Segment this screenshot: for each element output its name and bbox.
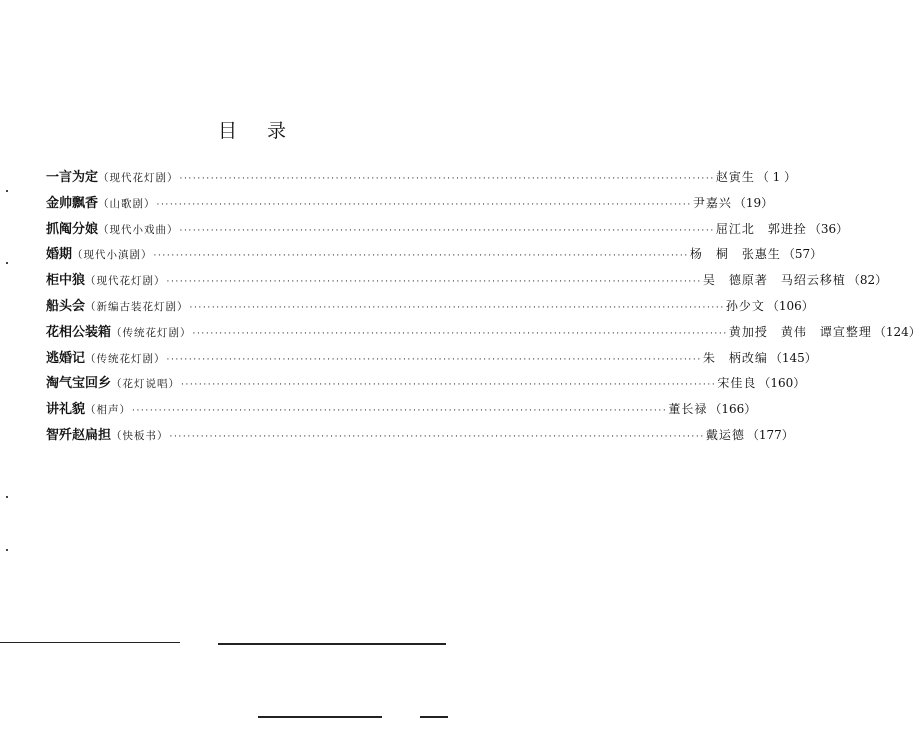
entry-title: 船头会 (46, 298, 86, 314)
entry-genre: （现代花灯剧） (98, 172, 179, 184)
dot-leader: ························································································································ (156, 199, 692, 210)
entry-page: （177） (746, 427, 794, 442)
entry-page: （57） (782, 247, 823, 262)
entry-genre: （现代花灯剧） (85, 275, 166, 288)
entry-page: （160） (758, 376, 806, 391)
entry-page: （19） (733, 195, 774, 210)
page-title: 目录 (217, 120, 316, 142)
entry-title: 智歼赵扁担 (46, 427, 112, 443)
dot-leader: ························································································································ (153, 251, 689, 262)
entry-genre: （传统花灯剧） (111, 326, 192, 339)
entry-title: 逃婚记 (46, 350, 86, 366)
entry-author: 赵寅生 (715, 170, 755, 184)
entry-genre: （新编古装花灯剧） (85, 300, 189, 313)
scan-speck (6, 549, 8, 551)
entry-genre: （现代小滇剧） (72, 249, 153, 262)
dot-leader: ························································································································ (166, 354, 702, 365)
entry-author: 吴 德原著 马绍云移植 (702, 273, 846, 288)
toc-entry (46, 347, 817, 373)
toc-entry (46, 321, 921, 347)
entry-page: （82） (847, 273, 888, 288)
entry-genre: （现代小戏曲） (98, 223, 179, 236)
entry-title: 柜中狼 (46, 273, 86, 289)
table-of-contents (46, 166, 921, 450)
entry-title: 讲礼貌 (46, 402, 86, 418)
toc-entry (46, 192, 774, 218)
dot-leader: ························································································································ (166, 277, 702, 288)
dot-leader: ························································································································ (189, 302, 725, 313)
entry-title: 花相公装箱 (46, 324, 112, 340)
toc-entry (46, 166, 797, 192)
dot-leader: ························································································································ (132, 406, 668, 417)
divider-line (420, 716, 448, 718)
entry-title: 婚期 (46, 247, 73, 263)
entry-page: （145） (769, 350, 817, 365)
entry-title: 抓阄分娘 (46, 221, 99, 237)
scan-speck (6, 190, 8, 192)
entry-genre: （快板书） (111, 429, 169, 442)
entry-page: （106） (766, 298, 814, 313)
entry-genre: （传统花灯剧） (85, 352, 166, 365)
entry-author: 朱 柄改编 (702, 350, 768, 365)
entry-page: （ 1 ） (756, 170, 797, 184)
divider-line (258, 716, 382, 718)
entry-author: 宋佳良 (717, 376, 757, 391)
toc-entry (46, 243, 823, 269)
entry-author: 屈江北 郭进拴 (715, 221, 807, 236)
entry-author: 戴运德 (705, 427, 745, 442)
dot-leader: ························································································································ (179, 225, 715, 236)
dot-leader: ························································································································ (181, 380, 717, 391)
entry-author: 董长禄 (668, 402, 708, 417)
entry-author: 尹嘉兴 (692, 195, 732, 210)
dot-leader: ························································································································ (169, 431, 705, 442)
entry-genre: （花灯说唱） (111, 378, 181, 391)
toc-entry (46, 424, 794, 450)
entry-title: 淘气宝回乡 (46, 376, 112, 392)
entry-genre: （相声） (85, 404, 132, 417)
entry-author: 杨 桐 张惠生 (689, 247, 781, 262)
divider-line (218, 643, 446, 645)
entry-page: （166） (709, 402, 757, 417)
toc-entry (46, 295, 814, 321)
toc-entry (46, 372, 806, 398)
divider-line (0, 642, 180, 643)
entry-page: （124） (873, 324, 921, 339)
entry-author: 孙少文 (725, 298, 765, 313)
toc-entry (46, 398, 757, 424)
entry-author: 黄加授 黄伟 谭宣整理 (728, 324, 872, 339)
dot-leader: ························································································································ (192, 328, 728, 339)
toc-entry (46, 218, 849, 244)
scan-speck (6, 262, 8, 264)
entry-title: 一言为定 (46, 170, 99, 185)
scan-speck (6, 496, 8, 498)
entry-page: （36） (808, 221, 849, 236)
toc-entry (46, 269, 888, 295)
entry-genre: （山歌剧） (98, 197, 156, 210)
dot-leader: ························································································································ (179, 174, 715, 184)
entry-title: 金帅飘香 (46, 195, 99, 211)
